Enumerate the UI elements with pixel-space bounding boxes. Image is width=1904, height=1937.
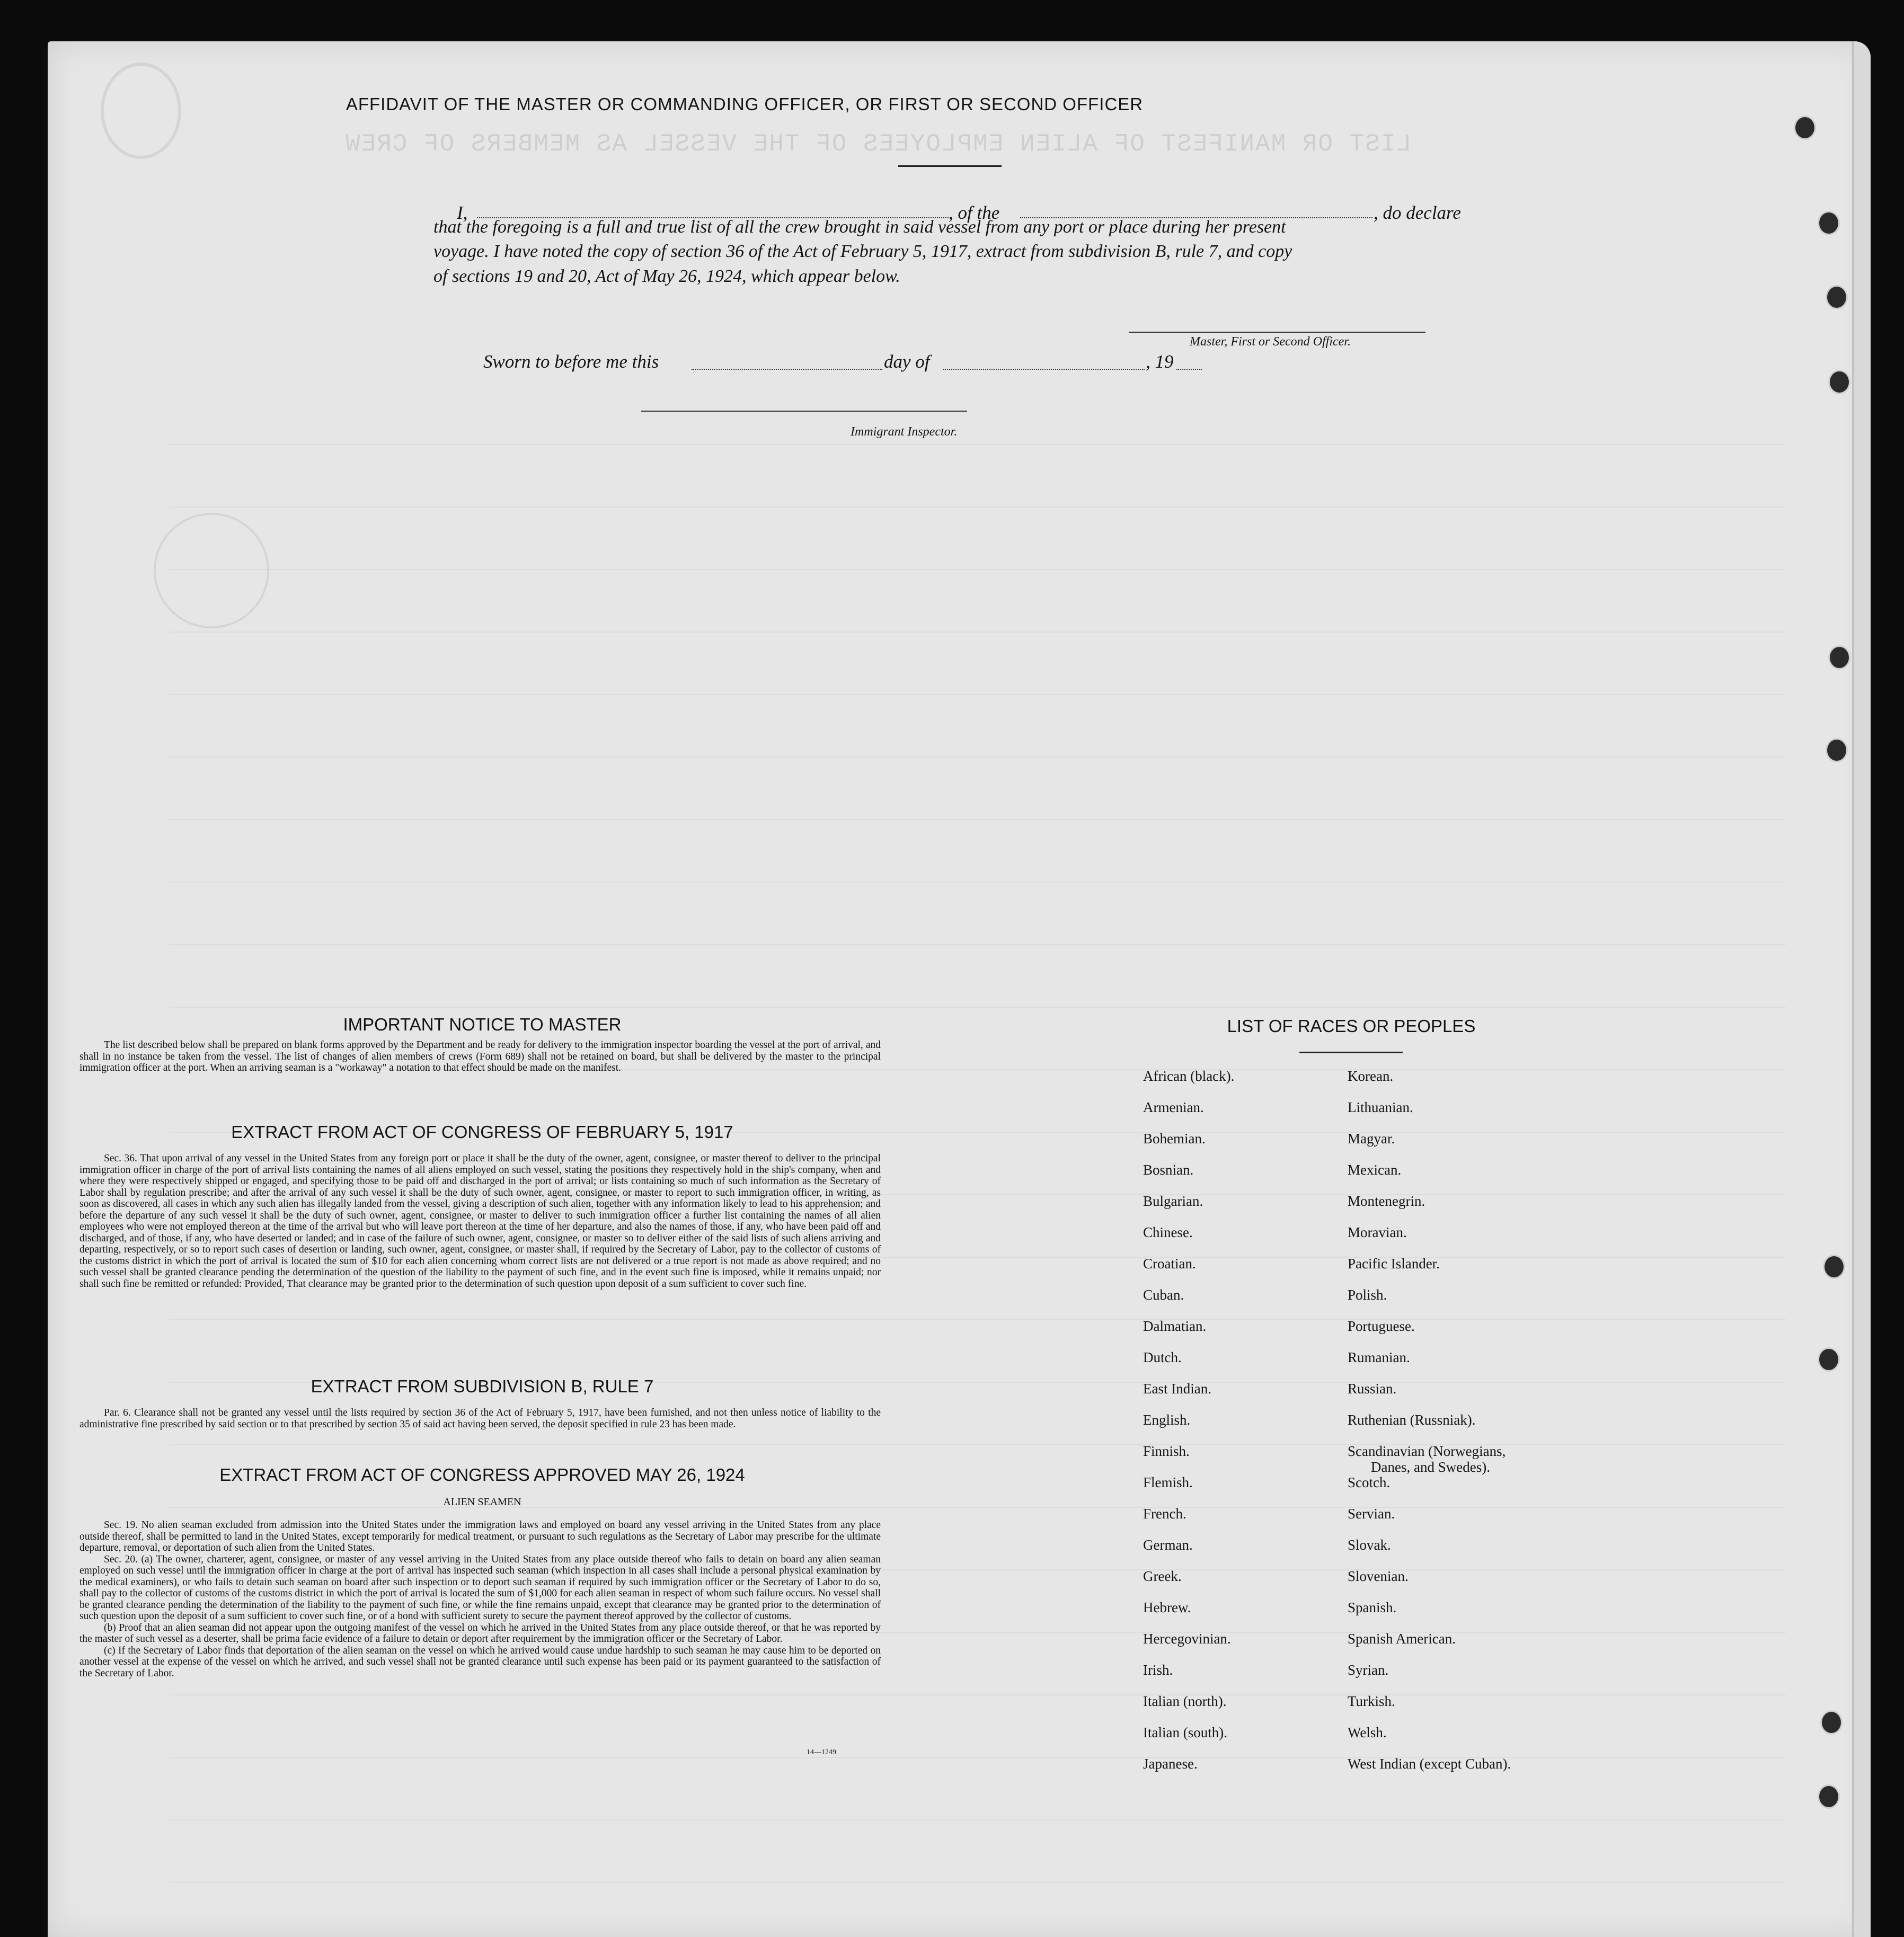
race-label: Cuban. [1143,1287,1184,1303]
year-label: , 19 [1146,351,1174,372]
extract-rule7-title: EXTRACT FROM SUBDIVISION B, RULE 7 [311,1376,654,1396]
race-item [1348,1756,1511,1787]
race-item [1348,1568,1511,1600]
bleed-through-row-line [170,1444,1786,1445]
extract-1917-title: EXTRACT FROM ACT OF CONGRESS OF FEBRUARY 5, 1917 [231,1122,733,1142]
race-label: West Indian (except Cuban). [1348,1756,1511,1772]
sworn-day-field[interactable] [692,369,882,370]
race-item [1348,1600,1511,1631]
alien-seamen-subtitle: ALIEN SEAMEN [443,1496,521,1508]
race-item [1348,1287,1511,1318]
page-fold-edge [1852,41,1871,1937]
race-label: Mexican. [1348,1162,1402,1178]
race-item [1348,1506,1511,1537]
race-label: Syrian. [1348,1662,1389,1678]
bleed-through-row-line [170,569,1786,570]
race-label: Montenegrin. [1348,1193,1425,1209]
race-item [1348,1099,1511,1131]
race-item [1143,1756,1234,1787]
punch-hole [1818,1784,1840,1809]
race-item [1348,1474,1511,1506]
bleed-through-row-line [170,1757,1786,1758]
race-item [1143,1193,1234,1224]
race-label: English. [1143,1412,1191,1428]
race-item [1143,1256,1234,1287]
punch-hole [1828,370,1850,394]
race-item [1348,1068,1511,1099]
race-label: Magyar. [1348,1131,1395,1147]
punch-hole [1820,1710,1843,1735]
inspector-signature-line[interactable] [641,411,967,412]
extract-1917-text [79,1153,881,1290]
bleed-through-row-line [170,1882,1786,1883]
affidavit-statement-line3: of sections 19 and 20, Act of May 26, 1924, which appear below. [433,266,900,286]
sec20a-paragraph: Sec. 20. (a) The owner, charterer, agent, consignee, or master of any vessel arriving in the United States from any place outside thereof who fails to detain on board any alien seaman employed on such vessel until the immigration officer in charge at the port of arrival has inspected such seaman (which inspection in all cases shall include a personal physical examination by the medical examiners), or who fails to detain such seaman on board after such inspection or to deport such seaman if required by such immigration officer or the Secretary of Labor to do so, shall pay to the collector of customs of the customs district in which the port of arrival is located the sum of $1,000 for each alien seaman in respect of whom such failure occurs. No vessel shall be granted clearance pending the determination of the liability to the payment of such fine, or while the fine remains unpaid, except that clearance may be granted prior to the determination of such question upon the deposit of a sum sufficient to cover such fine, or of a bond with sufficient surety to secure the payment thereof approved by the collector of customs. [79,1553,881,1622]
race-label: German. [1143,1537,1193,1553]
bleed-through-row-line [170,1694,1786,1695]
race-label: Welsh. [1348,1725,1387,1740]
race-label: Pacific Islander. [1348,1256,1440,1272]
notice-title: IMPORTANT NOTICE TO MASTER [343,1015,622,1034]
races-right-column [1348,1068,1511,1787]
sec20c-paragraph: (c) If the Secretary of Labor finds that deportation of the alien seaman on the vessel on which he arrived would cause undue hardship to such seaman he may cause him to be deported on another vessel at the expense of the vessel on which he arrived, and such vessel shall not be granted clearance until such expense has been paid or its payment guaranteed to the satisfaction of the Secretary of Labor. [79,1645,881,1679]
race-item [1143,1537,1234,1568]
race-label: Chinese. [1143,1224,1193,1240]
race-label: Japanese. [1143,1756,1198,1772]
affidavit-i-label: I, [457,202,468,223]
race-label: Finnish. [1143,1443,1190,1459]
race-item [1143,1412,1234,1443]
extract-rule7-text [79,1407,881,1430]
race-label: Greek. [1143,1568,1182,1584]
affidavit-statement-line1: that the foregoing is a full and true list of all the crew brought in said vessel from any port or place during her present [433,217,1286,237]
race-label: Bosnian. [1143,1162,1194,1178]
affidavit-statement-line2: voyage. I have noted the copy of section 36 of the Act of February 5, 1917, extract from subdivision B, rule 7, and copy [433,242,1292,261]
extract-1924-text [79,1520,881,1679]
races-left-column [1143,1068,1234,1787]
bleed-through-row-line [170,819,1786,820]
punch-hole [1818,211,1840,235]
notice-paragraph: The list described below shall be prepared on blank forms approved by the Department and be ready for delivery to the immigration inspector boarding the vessel at the port of arrival, and shall in no instance be taken from the vessel. The list of changes of alien members of crews (Form 689) shall not be retained on board, but shall be delivered by the master to the principal immigration officer at the port. When an arriving seaman is a "workaway" a notation to that effect should be made on the manifest. [79,1039,881,1073]
race-item [1348,1224,1511,1256]
race-label: Hebrew. [1143,1600,1191,1615]
race-label-continued: Danes, and Swedes). [1371,1459,1490,1475]
race-item [1143,1224,1234,1256]
race-item [1348,1162,1511,1193]
race-item [1348,1693,1511,1725]
day-of-label: day of [884,351,930,372]
race-item [1143,1662,1234,1693]
race-item [1143,1506,1234,1537]
bleed-through-row-line [170,757,1786,758]
bleed-through-heading: LIST OR MANIFEST OF ALIEN EMPLOYEES OF THE VESSEL AS MEMBERS OF CREW [344,130,1412,158]
race-label: Bohemian. [1143,1131,1206,1147]
affidavit-title-rule [898,165,1002,167]
race-label: Portuguese. [1348,1318,1415,1334]
race-item [1348,1662,1511,1693]
master-signature-label: Master, First or Second Officer. [1190,335,1351,349]
race-label: Flemish. [1143,1474,1193,1490]
race-label: Dalmatian. [1143,1318,1207,1334]
race-item [1143,1381,1234,1412]
race-label: Spanish. [1348,1600,1397,1615]
race-label: Polish. [1348,1287,1387,1303]
notice-text [79,1039,881,1074]
par6-paragraph: Par. 6. Clearance shall not be granted any vessel until the lists required by section 36 of the Act of February 5, 1917, have been furnished, and not then unless notice of liability to the administrative fine prescribed by said section or to that prescribed by section 35 of said act having been served, the deposit specified in rule 23 has been made. [79,1407,881,1430]
race-label: Servian. [1348,1506,1395,1522]
sworn-year-field[interactable] [1176,369,1202,370]
bleed-through-row-line [170,882,1786,883]
race-label: African (black). [1143,1068,1235,1084]
race-label: Armenian. [1143,1099,1204,1115]
race-item [1348,1443,1511,1474]
race-item [1143,1068,1234,1099]
race-item [1143,1318,1234,1349]
race-label: Rumanian. [1348,1349,1410,1365]
race-item [1348,1193,1511,1224]
race-label: Moravian. [1348,1224,1407,1240]
bleed-through-row-line [170,444,1786,445]
race-label: Italian (south). [1143,1725,1227,1740]
punch-hole [1826,738,1848,762]
punch-hole [1826,285,1848,309]
race-item [1348,1131,1511,1162]
race-item [1143,1162,1234,1193]
race-item [1143,1099,1234,1131]
sworn-month-field[interactable] [943,369,1145,370]
race-label: Irish. [1143,1662,1173,1678]
race-item [1348,1381,1511,1412]
races-title-rule [1299,1052,1403,1053]
race-item [1143,1725,1234,1756]
bleed-through-row-line [170,507,1786,508]
race-item [1348,1318,1511,1349]
race-item [1348,1412,1511,1443]
extract-1924-title: EXTRACT FROM ACT OF CONGRESS APPROVED MAY 26, 1924 [219,1465,745,1485]
affidavit-title: AFFIDAVIT OF THE MASTER OR COMMANDING OFFICER, OR FIRST OR SECOND OFFICER [346,94,1144,114]
form-number: 14—1249 [807,1748,836,1756]
punch-hole [1828,645,1850,670]
bleed-through-row-line [170,944,1786,945]
punch-hole [1818,1347,1840,1372]
inspector-label: Immigrant Inspector. [851,425,958,439]
race-label: Russian. [1348,1381,1397,1397]
race-label: Hercegovinian. [1143,1631,1231,1647]
race-label: East Indian. [1143,1381,1211,1397]
race-label: Spanish American. [1348,1631,1456,1647]
races-title: LIST OF RACES OR PEOPLES [1227,1016,1476,1036]
race-item [1348,1537,1511,1568]
race-label: Scandinavian (Norwegians, [1348,1443,1506,1459]
race-label: Slovak. [1348,1537,1391,1553]
race-item [1143,1568,1234,1600]
race-item [1143,1443,1234,1474]
race-item [1143,1693,1234,1725]
race-label: Slovenian. [1348,1568,1409,1584]
race-item [1348,1725,1511,1756]
race-item [1348,1631,1511,1662]
race-item [1143,1631,1234,1662]
bleed-through-row-line [170,694,1786,695]
race-label: Ruthenian (Russniak). [1348,1412,1476,1428]
bleed-through-row-line [170,1007,1786,1008]
punch-hole [1794,115,1816,140]
sec19-paragraph: Sec. 19. No alien seaman excluded from admission into the United States under the immigration laws and employed on board any vessel arriving in the United States from any place outside thereof, shall be permitted to land in the United States, except temporarily for medical treatment, or pursuant to such regulations as the Secretary of Labor may prescribe for the ultimate departure, removal, or deportation of such alien from the United States. [79,1520,881,1553]
race-item [1143,1349,1234,1381]
race-item [1143,1131,1234,1162]
race-label: Dutch. [1143,1349,1182,1365]
race-item [1348,1349,1511,1381]
affidavit-do-declare-label: , do declare [1374,202,1461,223]
affidavit-of-the-label: , of the [949,202,1000,223]
sec20b-paragraph: (b) Proof that an alien seaman did not appear upon the outgoing manifest of the vessel on which he arrived in the United States from any place outside thereof, or that he was reported by the master of such vessel as a deserter, shall be prima facie evidence of a failure to detain or deport after requirement by the immigration officer or the Secretary of Labor. [79,1622,881,1645]
race-label: French. [1143,1506,1186,1522]
race-label: Scotch. [1348,1474,1391,1490]
sec36-paragraph: Sec. 36. That upon arrival of any vessel in the United States from any foreign port or place it shall be the duty of the owner, agent, consignee, or master thereof to deliver to the principal immigration officer in charge of the port of arrival lists containing the names of all aliens employed on such vessel, stating the positions they respectively hold in the ship's company, when and where they were respectively shipped or engaged, and specifying those to be paid off and discharged in the port of arrival; or lists containing so much of such information as the Secretary of Labor shall by regulation prescribe; and after the arrival of any such vessel it shall be the duty of such owner, agent, consignee, or master to report to such immigration officer, in writing, as soon as discovered, all cases in which any such alien has illegally landed from the vessel, giving a description of such alien, together with any information likely to lead to his apprehension; and before the departure of any such vessel it shall be the duty of such owner, agent, consignee, or master to deliver to such immigration officer a further list containing the names of all alien employees who were not employed thereon at the time of the arrival but who will leave port thereon at the time of her departure, and also the names of those, if any, who have been paid off and discharged, and of those, if any, who have deserted or landed; and in case of the failure of such owner, agent, consignee, or master so to deliver either of the said lists of such aliens arriving and departing, respectively, or so to report such cases of desertion or landing, such owner, agent, consignee, or master shall, if required by the Secretary of Labor, pay to the collector of customs of the customs district in which the port of arrival is located the sum of $10 for each alien concerning whom correct lists are not delivered or a true report is not made as above required; and no such vessel shall be granted clearance pending the determination of the question of the liability to the payment of such fine, and in the event such fine is imposed, while it remains unpaid; nor shall such fine be remitted or refunded: Provided, That clearance may be granted prior to the determination of such question upon deposit of a sum sufficient to cover such fine. [79,1153,881,1290]
bleed-through-row-line [170,632,1786,633]
race-label: Italian (north). [1143,1693,1227,1709]
race-label: Lithuanian. [1348,1099,1413,1115]
bleed-through-row-line [170,1819,1786,1820]
master-signature-line[interactable] [1129,332,1425,333]
race-label: Bulgarian. [1143,1193,1203,1209]
sworn-label: Sworn to before me this [483,351,659,372]
race-label: Croatian. [1143,1256,1196,1272]
race-item [1143,1287,1234,1318]
race-item [1143,1600,1234,1631]
punch-hole [1823,1255,1845,1279]
bleed-through-row-line [170,1319,1786,1320]
race-item [1143,1474,1234,1506]
race-label: Turkish. [1348,1693,1395,1709]
race-label: Korean. [1348,1068,1394,1084]
bleed-through-stamp [154,513,269,628]
race-item [1348,1256,1511,1287]
